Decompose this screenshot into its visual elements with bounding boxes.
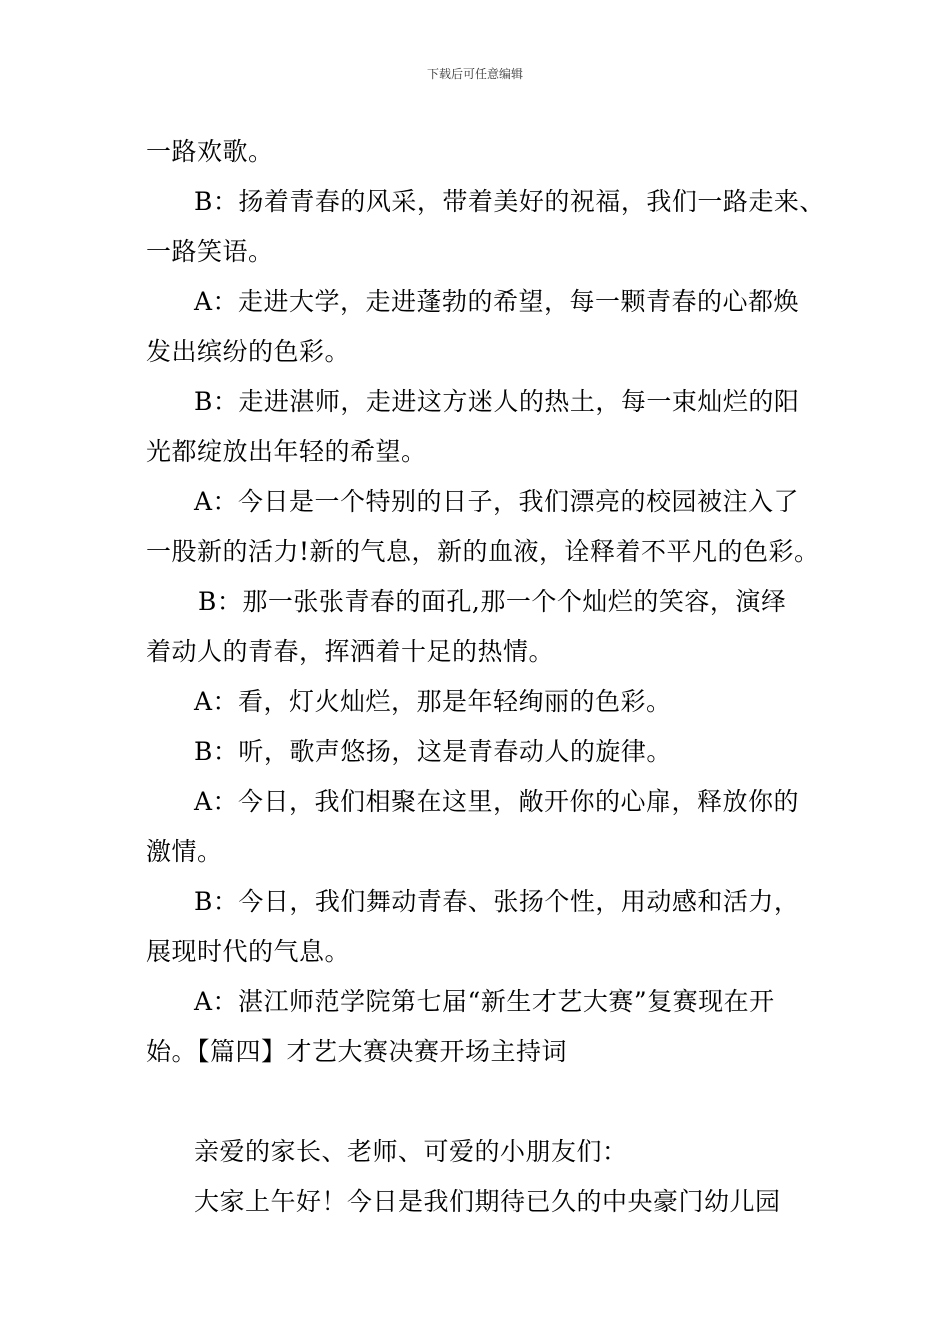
paragraph-line: 一路笑语。 — [146, 237, 274, 266]
paragraph-line: A：今日是一个特别的日子，我们漂亮的校园被注入了 — [194, 487, 800, 516]
paragraph-line: B：那一张张青春的面孔,那一个个灿烂的笑容，演绎 — [198, 587, 787, 616]
document-body — [146, 127, 826, 1227]
paragraph-line: A：看，灯火灿烂，那是年轻绚丽的色彩。 — [194, 687, 672, 716]
paragraph-line: 一路欢歌。 — [146, 137, 274, 166]
paragraph-line: 发出缤纷的色彩。 — [146, 337, 351, 366]
paragraph-line: B：扬着青春的风采，带着美好的祝福，我们一路走来、 — [194, 187, 825, 216]
paragraph-line: 一股新的活力!新的气息，新的血液，诠释着不平凡的色彩。 — [146, 537, 820, 566]
paragraph-gap — [146, 1077, 826, 1127]
paragraph-line: 始。【篇四】才艺大赛决赛开场主持词 — [146, 1037, 568, 1066]
paragraph-line: 大家上午好！今日是我们期待已久的中央豪门幼儿园 — [194, 1187, 781, 1216]
paragraph-line: 激情。 — [146, 837, 223, 866]
paragraph-line: 光都绽放出年轻的希望。 — [146, 437, 427, 466]
paragraph-line: A：走进大学，走进蓬勃的希望，每一颗青春的心都焕 — [194, 287, 800, 316]
paragraph-line: B：今日，我们舞动青春、张扬个性，用动感和活力， — [194, 887, 800, 916]
paragraph-line: A：今日，我们相聚在这里，敞开你的心扉，释放你的 — [194, 787, 800, 816]
paragraph-line: B：听，歌声悠扬，这是青春动人的旋律。 — [194, 737, 672, 766]
paragraph-line: 着动人的青春，挥洒着十足的热情。 — [146, 637, 555, 666]
page-header-note: 下载后可任意编辑 — [426, 67, 523, 81]
paragraph-line: 亲爱的家长、老师、可爱的小朋友们： — [194, 1137, 628, 1166]
paragraph-line: B：走进湛师，走进这方迷人的热土，每一束灿烂的阳 — [194, 387, 800, 416]
paragraph-line: A：湛江师范学院第七届“新生才艺大赛”复赛现在开 — [194, 987, 775, 1016]
paragraph-line: 展现时代的气息。 — [146, 937, 351, 966]
